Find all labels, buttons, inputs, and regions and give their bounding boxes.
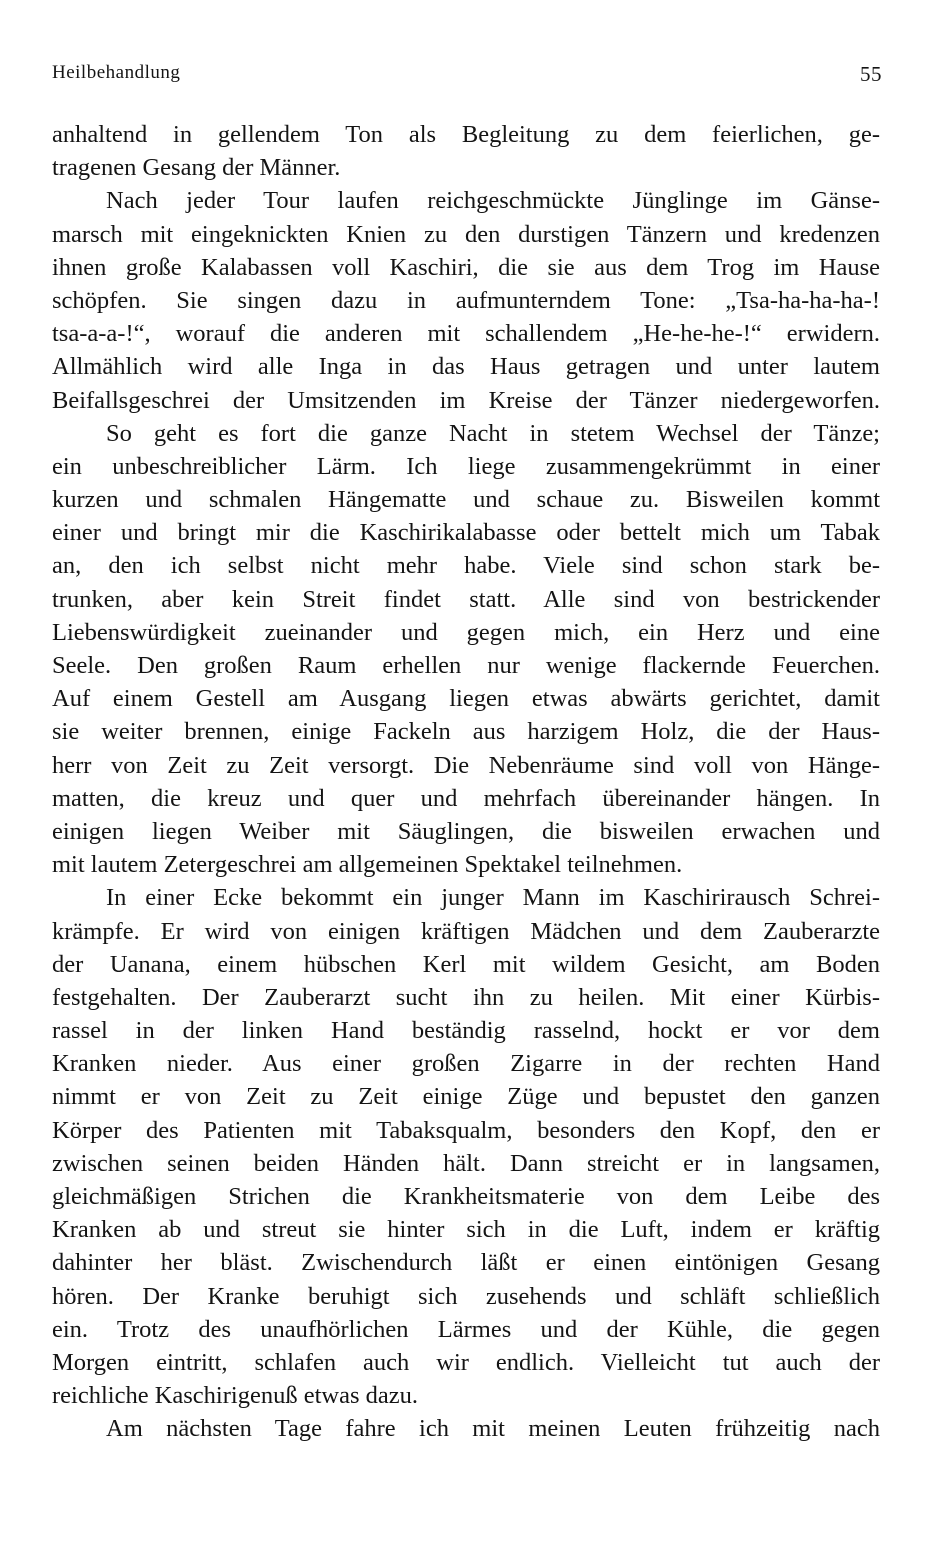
text-line: dahinter her bläst. Zwischendurch läßt er einen eintönigen Gesang: [52, 1249, 880, 1277]
text-line: anhaltend in gellendem Ton als Begleitung zu dem feierlichen, ge-: [52, 121, 880, 148]
running-title: Heilbehandlung: [52, 62, 181, 83]
text-line: Morgen eintritt, schlafen auch wir endlich. Vielleicht tut auch der: [52, 1348, 880, 1376]
text-line: der Uanana, einem hübschen Kerl mit wildem Gesicht, am Boden: [52, 950, 880, 978]
body-text: [52, 118, 880, 1446]
text-line: Seele. Den großen Raum erhellen nur wenige flackernde Feuerchen.: [52, 652, 880, 679]
text-line: nimmt er von Zeit zu Zeit einige Züge und bepustet den ganzen: [52, 1083, 880, 1111]
text-line: Körper des Patienten mit Tabaksqualm, besonders den Kopf, den er: [52, 1116, 880, 1144]
text-line: tsa-a-a-!“, worauf die anderen mit schallendem „He-he-he-!“ erwidern.: [52, 320, 880, 348]
text-line: krämpfe. Er wird von einigen kräftigen Mädchen und dem Zauberarzte: [52, 917, 880, 945]
text-line: Nach jeder Tour laufen reichgeschmückte Jünglinge im Gänse-: [106, 187, 880, 215]
text-line: einer und bringt mir die Kaschirikalabasse oder bettelt mich um Tabak: [52, 519, 880, 547]
text-line: ein. Trotz des unaufhörlichen Lärmes und der Kühle, die gegen: [52, 1315, 880, 1343]
text-line: schöpfen. Sie singen dazu in aufmunterndem Tone: „Tsa-ha-ha-ha-!: [52, 286, 880, 314]
text-line: herr von Zeit zu Zeit versorgt. Die Nebenräume sind voll von Hänge-: [52, 751, 880, 779]
text-line: marsch mit eingeknickten Knien zu den durstigen Tänzern und kredenzen: [52, 220, 880, 248]
text-line: ihnen große Kalabassen voll Kaschiri, die sie aus dem Trog im Hause: [52, 253, 880, 281]
text-line: Beifallsgeschrei der Umsitzenden im Kreise der Tänzer niedergeworfen.: [52, 386, 880, 414]
text-line: rassel in der linken Hand beständig rasselnd, hockt er vor dem: [52, 1017, 880, 1045]
text-line: Kranken nieder. Aus einer großen Zigarre in der rechten Hand: [52, 1050, 880, 1078]
text-line: hören. Der Kranke beruhigt sich zusehends und schläft schließlich: [52, 1282, 880, 1310]
text-line: festgehalten. Der Zauberarzt sucht ihn zu heilen. Mit einer Kürbis-: [52, 983, 880, 1011]
text-line: In einer Ecke bekommt ein junger Mann im Kaschirirausch Schrei-: [106, 884, 880, 912]
text-line: Auf einem Gestell am Ausgang liegen etwas abwärts gerichtet, damit: [52, 685, 880, 713]
text-line: Kranken ab und streut sie hinter sich in die Luft, indem er kräftig: [52, 1216, 880, 1244]
text-line: trunken, aber kein Streit findet statt. Alle sind von bestrickender: [52, 585, 880, 613]
text-line: tragenen Gesang der Männer.: [52, 154, 341, 182]
text-line: ein unbeschreiblicher Lärm. Ich liege zusammengekrümmt in einer: [52, 452, 880, 480]
page-number: 55: [860, 62, 882, 86]
text-line: Allmählich wird alle Inga in das Haus getragen und unter lautem: [52, 353, 880, 381]
text-line: kurzen und schmalen Hängematte und schaue zu. Bisweilen kommt: [52, 486, 880, 514]
text-line: Am nächsten Tage fahre ich mit meinen Leuten frühzeitig nach: [106, 1415, 880, 1443]
page-header: [52, 62, 882, 92]
text-line: Liebenswürdigkeit zueinander und gegen mich, ein Herz und eine: [52, 618, 880, 646]
text-line: sie weiter brennen, einige Fackeln aus harzigem Holz, die der Haus-: [52, 718, 880, 746]
text-line: So geht es fort die ganze Nacht in stetem Wechsel der Tänze;: [106, 419, 880, 447]
text-line: einigen liegen Weiber mit Säuglingen, die bisweilen erwachen und: [52, 817, 880, 845]
text-line: an, den ich selbst nicht mehr habe. Viele sind schon stark be-: [52, 552, 880, 580]
text-line: zwischen seinen beiden Händen hält. Dann streicht er in langsamen,: [52, 1149, 880, 1177]
text-line: reichliche Kaschirigenuß etwas dazu.: [52, 1382, 418, 1410]
text-line: mit lautem Zetergeschrei am allgemeinen Spektakel teilnehmen.: [52, 851, 683, 879]
text-line: matten, die kreuz und quer und mehrfach übereinander hängen. In: [52, 784, 880, 812]
text-line: gleichmäßigen Strichen die Krankheitsmaterie von dem Leibe des: [52, 1183, 880, 1210]
